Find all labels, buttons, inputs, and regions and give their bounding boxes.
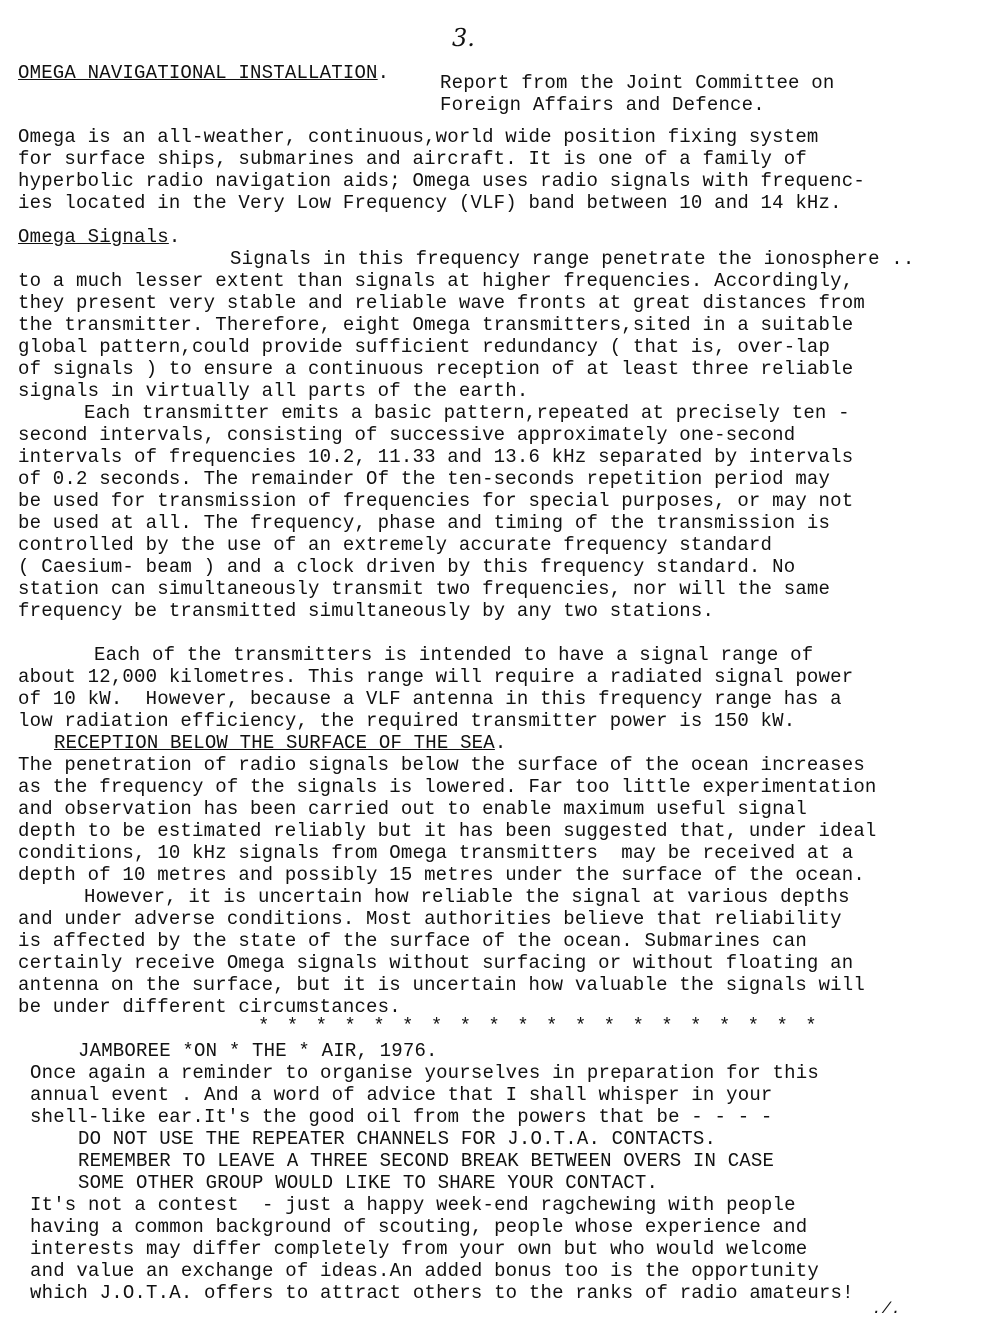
paragraph-line: the transmitter. Therefore, eight Omega transmitters,sited in a suitable xyxy=(18,314,854,336)
jamboree-line: annual event . And a word of advice that I shall whisper in your xyxy=(30,1084,773,1106)
paragraph-line: However, it is uncertain how reliable the signal at various depths xyxy=(84,886,850,908)
report-subtitle-2: Foreign Affairs and Defence. xyxy=(440,94,765,116)
paragraph-line: and under adverse conditions. Most authorities believe that reliability xyxy=(18,908,842,930)
paragraph-line: antenna on the surface, but it is uncertain how valuable the signals will xyxy=(18,974,865,996)
paragraph-line: global pattern,could provide sufficient redundancy ( that is, over-lap xyxy=(18,336,831,358)
paragraph-line: controlled by the use of an extremely accurate frequency standard xyxy=(18,534,773,556)
range-line: about 12,000 kilometres. This range will require a radiated signal power xyxy=(18,666,854,688)
paragraph-line: to a much lesser extent than signals at higher frequencies. Accordingly, xyxy=(18,270,854,292)
paragraph-line: be used at all. The frequency, phase and timing of the transmission is xyxy=(18,512,831,534)
paragraph-line: depth to be estimated reliably but it has been suggested that, under ideal xyxy=(18,820,877,842)
paragraph-line: certainly receive Omega signals without surfacing or without floating an xyxy=(18,952,854,974)
paragraph-line: of 0.2 seconds. The remainder Of the ten-seconds repetition period may xyxy=(18,468,831,490)
paragraph-line: they present very stable and reliable wave fronts at great distances from xyxy=(18,292,865,314)
paragraph-line: depth of 10 metres and possibly 15 metres under the surface of the ocean. xyxy=(18,864,865,886)
paragraph-line: The penetration of radio signals below the surface of the ocean increases xyxy=(18,754,865,776)
paragraph-line: conditions, 10 kHz signals from Omega transmitters may be received at a xyxy=(18,842,854,864)
paragraph-line: signals in virtually all parts of the earth. xyxy=(18,380,529,402)
range-line: low radiation efficiency, the required transmitter power is 150 kW. xyxy=(18,710,796,732)
paragraph-line: ( Caesium- beam ) and a clock driven by this frequency standard. No xyxy=(18,556,796,578)
jamboree-line: interests may differ completely from your own but who would welcome xyxy=(30,1238,808,1260)
intro-line: hyperbolic radio navigation aids; Omega uses radio signals with frequenc- xyxy=(18,170,865,192)
paragraph-line: Each transmitter emits a basic pattern,repeated at precisely ten - xyxy=(84,402,850,424)
jamboree-notice-line: SOME OTHER GROUP WOULD LIKE TO SHARE YOUR CONTACT. xyxy=(78,1172,659,1194)
article-title: OMEGA NAVIGATIONAL INSTALLATION xyxy=(18,62,378,84)
intro-line: Omega is an all-weather, continuous,world wide position fixing system xyxy=(18,126,819,148)
section-heading-jamboree: JAMBOREE *ON * THE * AIR, 1976. xyxy=(78,1040,438,1062)
paragraph-line: as the frequency of the signals is lowered. Far too little experimentation xyxy=(18,776,877,798)
paragraph-line: frequency be transmitted simultaneously by any two stations. xyxy=(18,600,715,622)
jamboree-notice-line: DO NOT USE THE REPEATER CHANNELS FOR J.O.T.A. CONTACTS. xyxy=(78,1128,717,1150)
paragraph-line: second intervals, consisting of successive approximately one-second xyxy=(18,424,796,446)
paragraph-line: is affected by the state of the surface of the ocean. Submarines can xyxy=(18,930,807,952)
paragraph-line: station can simultaneously transmit two frequencies, nor will the same xyxy=(18,578,831,600)
jamboree-line: It's not a contest - just a happy week-end ragchewing with people xyxy=(30,1194,796,1216)
paragraph-line: of signals ) to ensure a continuous reception of at least three reliable xyxy=(18,358,854,380)
separator: * * * * * * * * * * * * * * * * * * * * xyxy=(258,1015,820,1037)
paragraph-line: be under different circumstances. xyxy=(18,996,401,1018)
jamboree-line: having a common background of scouting, people whose experience and xyxy=(30,1216,808,1238)
section-heading-omega-signals: Omega Signals. xyxy=(18,226,181,248)
article-title-line: OMEGA NAVIGATIONAL INSTALLATION. xyxy=(18,62,390,84)
section-heading-reception: RECEPTION BELOW THE SURFACE OF THE SEA. xyxy=(54,732,507,754)
report-subtitle-1: Report from the Joint Committee on xyxy=(440,72,835,94)
intro-line: for surface ships, submarines and aircraft. It is one of a family of xyxy=(18,148,807,170)
intro-line: ies located in the Very Low Frequency (VLF) band between 10 and 14 kHz. xyxy=(18,192,842,214)
page-number: 3. xyxy=(452,24,475,52)
range-line: Each of the transmitters is intended to have a signal range of xyxy=(94,644,814,666)
paragraph-line: Signals in this frequency range penetrate the ionosphere .. xyxy=(230,248,915,270)
paragraph-line: intervals of frequencies 10.2, 11.33 and 13.6 kHz separated by intervals xyxy=(18,446,854,468)
paragraph-line: and observation has been carried out to enable maximum useful signal xyxy=(18,798,807,820)
jamboree-line: and value an exchange of ideas.An added bonus too is the opportunity xyxy=(30,1260,819,1282)
range-line: of 10 kW. However, because a VLF antenna in this frequency range has a xyxy=(18,688,842,710)
jamboree-line: which J.O.T.A. offers to attract others to the ranks of radio amateurs! xyxy=(30,1282,854,1304)
jamboree-line: Once again a reminder to organise yourselves in preparation for this xyxy=(30,1062,819,1084)
jamboree-line: shell-like ear.It's the good oil from the powers that be - - - - xyxy=(30,1106,773,1128)
continuation-mark: ./. xyxy=(872,1300,901,1318)
jamboree-notice-line: REMEMBER TO LEAVE A THREE SECOND BREAK BETWEEN OVERS IN CASE xyxy=(78,1150,775,1172)
paragraph-line: be used for transmission of frequencies for special purposes, or may not xyxy=(18,490,854,512)
